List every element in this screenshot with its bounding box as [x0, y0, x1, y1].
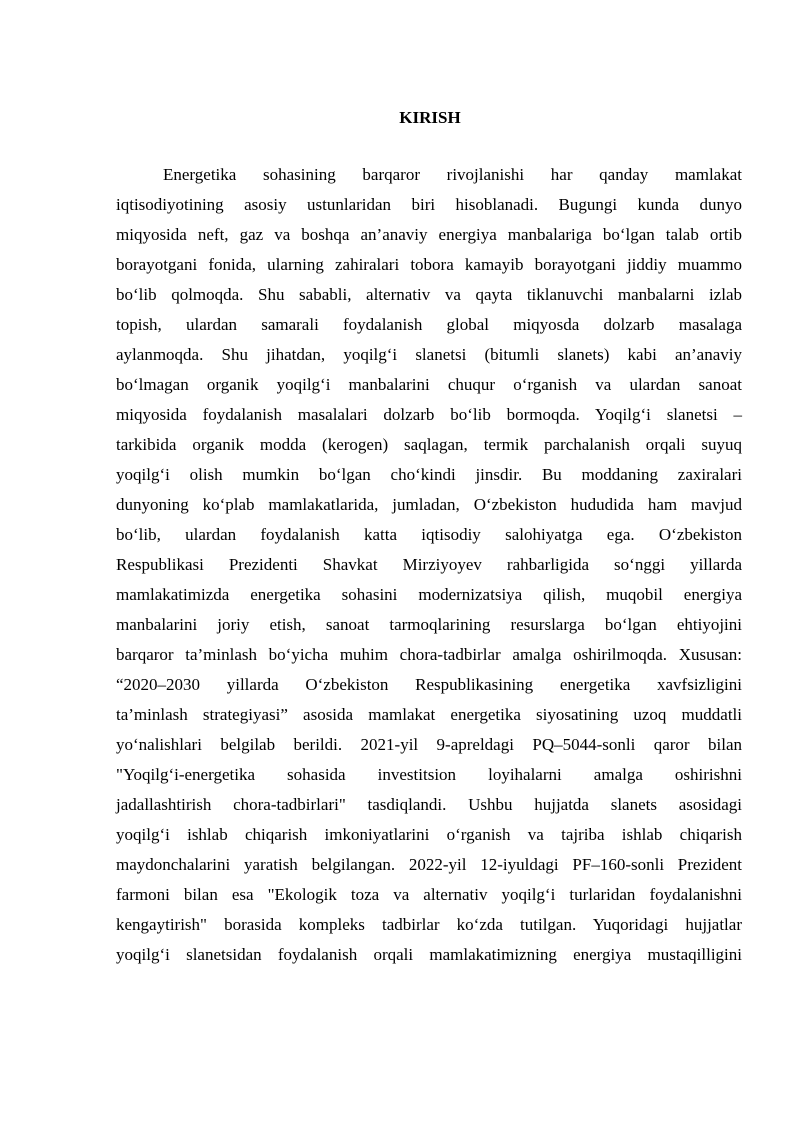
paragraph-line: iqtisodiyotining asosiy ustunlaridan biri hisoblanadi. Bugungi kunda dunyo: [116, 195, 742, 214]
paragraph-line: yoqilg‘i olish mumkin bo‘lgan cho‘kindi jinsdir. Bu moddaning zaxiralari: [116, 465, 742, 484]
paragraph-line: bo‘lmagan organik yoqilg‘i manbalarini chuqur o‘rganish va ulardan sanoat: [116, 375, 742, 394]
paragraph-line: "Yoqilg‘i-energetika sohasida investitsion loyihalarni amalga oshirishni: [116, 765, 742, 784]
body-paragraph: [116, 160, 742, 970]
paragraph-line: manbalarini joriy etish, sanoat tarmoqlarining resurslarga bo‘lgan ehtiyojini: [116, 615, 742, 634]
paragraph-line: topish, ulardan samarali foydalanish global miqyosda dolzarb masalaga: [116, 315, 742, 334]
page-title: KIRISH: [399, 108, 461, 127]
paragraph-line: “2020–2030 yillarda O‘zbekiston Respublikasining energetika xavfsizligini: [116, 675, 742, 694]
paragraph-line: ta’minlash strategiyasi” asosida mamlakat energetika siyosatining uzoq muddatli: [116, 705, 742, 724]
paragraph-line: yoqilg‘i slanetsidan foydalanish orqali mamlakatimizning energiya mustaqilligini: [116, 945, 742, 964]
paragraph-line: borayotgani fonida, ularning zahiralari tobora kamayib borayotgani jiddiy muammo: [116, 255, 742, 274]
paragraph-line: miqyosida foydalanish masalalari dolzarb bo‘lib bormoqda. Yoqilg‘i slanetsi –: [116, 405, 742, 424]
paragraph-line: kengaytirish" borasida kompleks tadbirlar ko‘zda tutilgan. Yuqoridagi hujjatlar: [116, 915, 742, 934]
paragraph-line: yo‘nalishlari belgilab berildi. 2021-yil 9-apreldagi PQ–5044-sonli qaror bilan: [116, 735, 742, 754]
paragraph-line: yoqilg‘i ishlab chiqarish imkoniyatlarini o‘rganish va tajriba ishlab chiqarish: [116, 825, 742, 844]
paragraph-line: tarkibida organik modda (kerogen) saqlagan, termik parchalanish orqali suyuq: [116, 435, 742, 454]
paragraph-line: Energetika sohasining barqaror rivojlanishi har qanday mamlakat: [163, 165, 742, 184]
paragraph-line: barqaror ta’minlash bo‘yicha muhim chora-tadbirlar amalga oshirilmoqda. Xususan:: [116, 645, 742, 664]
paragraph-line: Respublikasi Prezidenti Shavkat Mirziyoyev rahbarligida so‘nggi yillarda: [116, 555, 742, 574]
paragraph-line: farmoni bilan esa "Ekologik toza va alternativ yoqilg‘i turlaridan foydalanishni: [116, 885, 742, 904]
paragraph-line: bo‘lib qolmoqda. Shu sababli, alternativ va qayta tiklanuvchi manbalarni izlab: [116, 285, 742, 304]
paragraph-line: jadallashtirish chora-tadbirlari" tasdiqlandi. Ushbu hujjatda slanets asosidagi: [116, 795, 742, 814]
paragraph-line: mamlakatimizda energetika sohasini modernizatsiya qilish, muqobil energiya: [116, 585, 742, 604]
paragraph-line: maydonchalarini yaratish belgilangan. 2022-yil 12-iyuldagi PF–160-sonli Prezident: [116, 855, 742, 874]
paragraph-line: dunyoning ko‘plab mamlakatlarida, jumladan, O‘zbekiston hududida ham mavjud: [116, 495, 742, 514]
paragraph-line: miqyosida neft, gaz va boshqa an’anaviy energiya manbalariga bo‘lgan talab ortib: [116, 225, 742, 244]
paragraph-line: aylanmoqda. Shu jihatdan, yoqilg‘i slanetsi (bitumli slanets) kabi an’anaviy: [116, 345, 742, 364]
paragraph-line: bo‘lib, ulardan foydalanish katta iqtisodiy salohiyatga ega. O‘zbekiston: [116, 525, 742, 544]
